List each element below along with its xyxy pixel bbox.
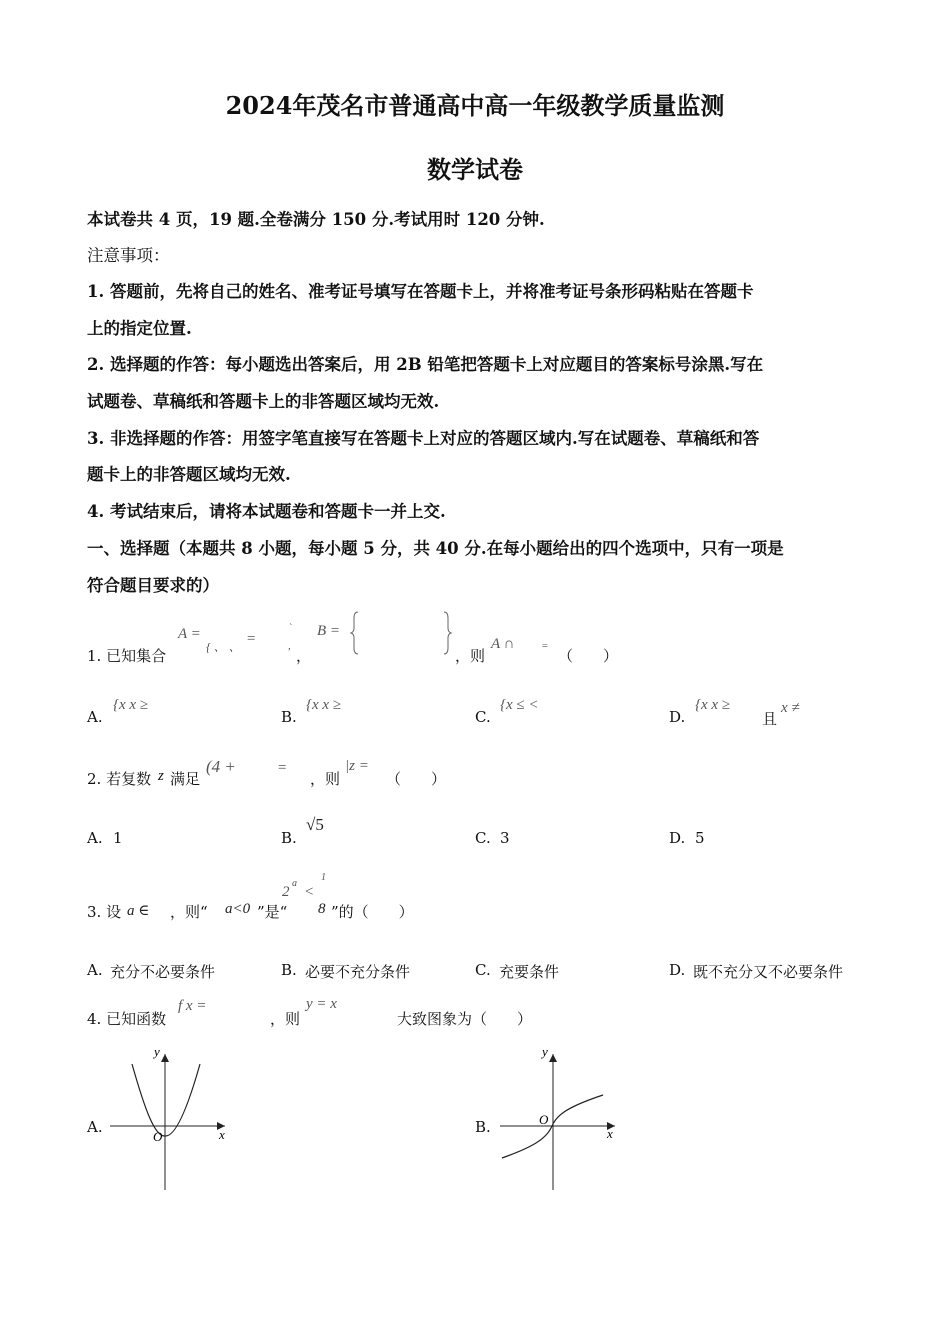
q1-option-d-mid: 且 <box>762 710 778 728</box>
q2-equation: (4 + <box>206 757 236 776</box>
q1-set-a-eq: = <box>246 631 257 647</box>
q3-mid: ，则“ <box>170 903 208 921</box>
q1-set-b-lhs: B = <box>317 623 341 639</box>
q1-option-a-label[interactable]: A. <box>87 708 103 726</box>
q3-option-a-label[interactable]: A. <box>87 961 103 979</box>
exam-summary: 本试卷共 4 页，19 题.全卷满分 150 分.考试用时 120 分钟. <box>87 210 545 229</box>
note-4: 4. 考试结束后，请将本试题卷和答题卡一并上交. <box>87 502 446 521</box>
q4-a-y-label: y <box>154 1044 160 1059</box>
page-subtitle: 数学试卷 <box>427 155 523 184</box>
note-2-line-2: 试题卷、草稿纸和答题卡上的非答题区域均无效. <box>87 392 440 411</box>
q3-exp-sup: a <box>292 878 297 889</box>
q2-option-c-label[interactable]: C. <box>475 829 491 847</box>
note-2-line-1: 2. 选择题的作答：每小题选出答案后，用 2B 铅笔把答题卡上对应题目的答案标号涂黑.写在 <box>87 355 764 374</box>
q1-intersection-eq: = <box>541 640 549 652</box>
note-3-line-2: 题卡上的非答题区域均无效. <box>87 465 291 484</box>
q2-mid: 满足 <box>170 770 201 788</box>
q4-target-function: y = x <box>306 996 337 1012</box>
q3-lt: < <box>304 884 315 900</box>
note-1-line-1: 1. 答题前，先将自己的姓名、准考证号填写在答题卡上，并将准考证号条形码粘贴在答题卡 <box>87 282 754 301</box>
q1-option-d-math2: x ≠ <box>781 700 800 716</box>
q1-comma: ， <box>296 647 312 665</box>
q3-prefix: 3. 设 <box>87 903 122 921</box>
q2-var-z: z <box>158 768 164 784</box>
q3-domain: a ∈ <box>127 903 150 919</box>
q1-set-a-lhs: A = <box>178 626 201 642</box>
q3-tail: ”的（ ） <box>331 903 414 921</box>
q4-option-b-label[interactable]: B. <box>475 1118 491 1136</box>
q3-option-d-text: 既不充分又不必要条件 <box>693 963 844 981</box>
q2-then: ，则 <box>310 770 341 788</box>
q1-option-b-math: {x x ≥ <box>306 697 342 713</box>
q4-a-origin: O <box>153 1129 163 1144</box>
q3-option-c-label[interactable]: C. <box>475 961 491 979</box>
q3-mid2: ”是“ <box>257 903 288 921</box>
q4-b-origin: O <box>539 1112 549 1127</box>
q1-option-d-label[interactable]: D. <box>669 708 686 726</box>
q4-tail: 大致图象为（ ） <box>397 1010 533 1028</box>
section-1-heading-line-2: 符合题目要求的） <box>87 576 219 595</box>
q1-option-c-math: {x ≤ < <box>500 697 539 713</box>
q3-option-b-label[interactable]: B. <box>281 961 297 979</box>
q2-option-d-text: 5 <box>695 829 705 847</box>
q1-option-a-math: {x x ≥ <box>113 697 149 713</box>
q2-prefix: 2. 若复数 <box>87 770 152 788</box>
q3-option-c-text: 充要条件 <box>499 963 560 981</box>
section-1-heading-line-1: 一、选择题（本题共 8 小题，每小题 5 分，共 40 分.在每小题给出的四个选项中，只有一项是 <box>87 539 784 558</box>
q2-option-a-label[interactable]: A. <box>87 829 103 847</box>
q2-option-b-label[interactable]: B. <box>281 829 297 847</box>
q3-exp-base: 2 <box>282 884 290 900</box>
q4-a-x-label: x <box>219 1127 225 1142</box>
q1-option-d-math: {x x ≥ <box>695 697 731 713</box>
note-1-line-2: 上的指定位置. <box>87 319 192 338</box>
q4-function-def: f x = <box>178 998 207 1014</box>
q2-option-c-text: 3 <box>500 829 510 847</box>
q1-then: ，则 <box>455 647 486 665</box>
q3-option-a-text: 充分不必要条件 <box>110 963 216 981</box>
q2-option-d-label[interactable]: D. <box>669 829 686 847</box>
q2-paren: （ ） <box>386 770 447 788</box>
q1-paren: （ ） <box>558 647 619 665</box>
q2-equation-eq: = <box>277 760 288 776</box>
q2-option-b-text: √5 <box>306 815 324 834</box>
q1-set-b-braces <box>350 608 460 658</box>
q4-option-a-label[interactable]: A. <box>87 1118 103 1136</box>
q2-option-a-text: 1 <box>113 829 123 847</box>
q1-intersection: A ∩ <box>491 636 515 652</box>
q1-option-c-label[interactable]: C. <box>475 708 491 726</box>
page-title: 2024年茂名市普通高中高一年级教学质量监测 <box>225 91 725 120</box>
notes-heading: 注意事项： <box>87 246 170 265</box>
q3-frac-num: 1 <box>321 872 326 883</box>
q4-then: ，则 <box>270 1010 301 1028</box>
q4-b-x-label: x <box>607 1126 613 1141</box>
q3-frac-den: 8 <box>318 901 326 917</box>
q3-condition: a<0 <box>225 901 251 917</box>
q4-option-a-graph[interactable] <box>100 1040 240 1195</box>
note-3-line-1: 3. 非选择题的作答：用签字笔直接写在答题卡上对应的答题区域内.写在试题卷、草稿纸和答 <box>87 429 760 448</box>
q3-option-d-label[interactable]: D. <box>669 961 686 979</box>
q3-option-b-text: 必要不充分条件 <box>305 963 411 981</box>
q4-b-y-label: y <box>542 1044 548 1059</box>
q1-prefix: 1. 已知集合 <box>87 647 167 665</box>
q1-option-b-label[interactable]: B. <box>281 708 297 726</box>
q2-modulus: |z = <box>345 758 369 774</box>
q4-option-b-graph[interactable] <box>490 1040 630 1195</box>
q4-prefix: 4. 已知函数 <box>87 1010 167 1028</box>
